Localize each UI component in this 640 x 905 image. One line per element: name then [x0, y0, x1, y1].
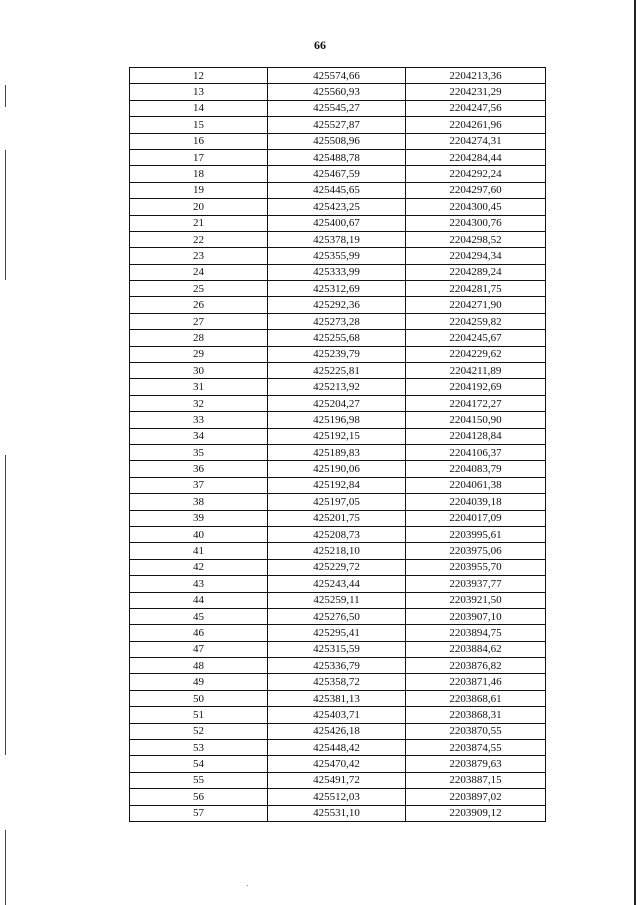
y-coordinate-cell: 2203879,63 [406, 756, 546, 772]
point-number-cell: 39 [130, 510, 268, 526]
table-row [130, 641, 546, 657]
y-coordinate-cell: 2204128,84 [406, 428, 546, 444]
point-number-cell: 15 [130, 117, 268, 133]
y-coordinate-cell: 2204297,60 [406, 182, 546, 198]
x-coordinate-cell: 425292,36 [268, 297, 406, 313]
point-number-cell: 35 [130, 444, 268, 460]
x-coordinate-cell: 425470,42 [268, 756, 406, 772]
y-coordinate-cell: 2203887,15 [406, 772, 546, 788]
table-row [130, 526, 546, 542]
table-row [130, 313, 546, 329]
x-coordinate-cell: 425426,18 [268, 723, 406, 739]
table-row [130, 805, 546, 821]
point-number-cell: 32 [130, 395, 268, 411]
x-coordinate-cell: 425229,72 [268, 559, 406, 575]
table-row [130, 248, 546, 264]
table-row [130, 461, 546, 477]
x-coordinate-cell: 425358,72 [268, 674, 406, 690]
point-number-cell: 29 [130, 346, 268, 362]
point-number-cell: 33 [130, 412, 268, 428]
x-coordinate-cell: 425445,65 [268, 182, 406, 198]
table-row [130, 215, 546, 231]
x-coordinate-cell: 425560,93 [268, 84, 406, 100]
point-number-cell: 46 [130, 625, 268, 641]
point-number-cell: 26 [130, 297, 268, 313]
table-row [130, 576, 546, 592]
x-coordinate-cell: 425213,92 [268, 379, 406, 395]
table-row [130, 510, 546, 526]
x-coordinate-cell: 425204,27 [268, 395, 406, 411]
table-row [130, 559, 546, 575]
scan-margin-mark [5, 830, 6, 905]
point-number-cell: 25 [130, 281, 268, 297]
table-row [130, 494, 546, 510]
point-number-cell: 55 [130, 772, 268, 788]
point-number-cell: 28 [130, 330, 268, 346]
y-coordinate-cell: 2204106,37 [406, 444, 546, 460]
table-row [130, 379, 546, 395]
x-coordinate-cell: 425512,03 [268, 789, 406, 805]
point-number-cell: 52 [130, 723, 268, 739]
x-coordinate-cell: 425403,71 [268, 707, 406, 723]
point-number-cell: 42 [130, 559, 268, 575]
table-row [130, 772, 546, 788]
point-number-cell: 54 [130, 756, 268, 772]
y-coordinate-cell: 2204271,90 [406, 297, 546, 313]
point-number-cell: 31 [130, 379, 268, 395]
point-number-cell: 47 [130, 641, 268, 657]
y-coordinate-cell: 2204172,27 [406, 395, 546, 411]
table-row [130, 674, 546, 690]
x-coordinate-cell: 425255,68 [268, 330, 406, 346]
y-coordinate-cell: 2203868,61 [406, 690, 546, 706]
point-number-cell: 24 [130, 264, 268, 280]
point-number-cell: 12 [130, 68, 268, 84]
x-coordinate-cell: 425192,84 [268, 477, 406, 493]
point-number-cell: 41 [130, 543, 268, 559]
point-number-cell: 43 [130, 576, 268, 592]
y-coordinate-cell: 2204292,24 [406, 166, 546, 182]
y-coordinate-cell: 2204274,31 [406, 133, 546, 149]
table-row [130, 117, 546, 133]
point-number-cell: 23 [130, 248, 268, 264]
y-coordinate-cell: 2204231,29 [406, 84, 546, 100]
coordinates-table [129, 67, 546, 822]
x-coordinate-cell: 425491,72 [268, 772, 406, 788]
point-number-cell: 56 [130, 789, 268, 805]
y-coordinate-cell: 2204294,34 [406, 248, 546, 264]
point-number-cell: 17 [130, 149, 268, 165]
x-coordinate-cell: 425355,99 [268, 248, 406, 264]
table-row [130, 412, 546, 428]
y-coordinate-cell: 2204261,96 [406, 117, 546, 133]
point-number-cell: 18 [130, 166, 268, 182]
x-coordinate-cell: 425197,05 [268, 494, 406, 510]
table-row [130, 166, 546, 182]
y-coordinate-cell: 2204061,38 [406, 477, 546, 493]
point-number-cell: 44 [130, 592, 268, 608]
y-coordinate-cell: 2204245,67 [406, 330, 546, 346]
x-coordinate-cell: 425400,67 [268, 215, 406, 231]
point-number-cell: 40 [130, 526, 268, 542]
y-coordinate-cell: 2203874,55 [406, 740, 546, 756]
y-coordinate-cell: 2204192,69 [406, 379, 546, 395]
table-row [130, 149, 546, 165]
table-row [130, 264, 546, 280]
y-coordinate-cell: 2203884,62 [406, 641, 546, 657]
x-coordinate-cell: 425336,79 [268, 658, 406, 674]
point-number-cell: 50 [130, 690, 268, 706]
x-coordinate-cell: 425276,50 [268, 608, 406, 624]
x-coordinate-cell: 425315,59 [268, 641, 406, 657]
y-coordinate-cell: 2203921,50 [406, 592, 546, 608]
y-coordinate-cell: 2203995,61 [406, 526, 546, 542]
scan-margin-mark [5, 455, 6, 755]
y-coordinate-cell: 2204229,62 [406, 346, 546, 362]
table-row [130, 281, 546, 297]
point-number-cell: 45 [130, 608, 268, 624]
table-row [130, 199, 546, 215]
x-coordinate-cell: 425448,42 [268, 740, 406, 756]
table-row [130, 68, 546, 84]
y-coordinate-cell: 2204300,76 [406, 215, 546, 231]
page-number: 66 [314, 38, 326, 52]
x-coordinate-cell: 425527,87 [268, 117, 406, 133]
x-coordinate-cell: 425312,69 [268, 281, 406, 297]
x-coordinate-cell: 425574,66 [268, 68, 406, 84]
point-number-cell: 49 [130, 674, 268, 690]
x-coordinate-cell: 425190,06 [268, 461, 406, 477]
point-number-cell: 37 [130, 477, 268, 493]
y-coordinate-cell: 2204259,82 [406, 313, 546, 329]
table-row [130, 707, 546, 723]
point-number-cell: 51 [130, 707, 268, 723]
table-row [130, 625, 546, 641]
table-row [130, 346, 546, 362]
y-coordinate-cell: 2203868,31 [406, 707, 546, 723]
y-coordinate-cell: 2204300,45 [406, 199, 546, 215]
y-coordinate-cell: 2204083,79 [406, 461, 546, 477]
y-coordinate-cell: 2203907,10 [406, 608, 546, 624]
x-coordinate-cell: 425467,59 [268, 166, 406, 182]
x-coordinate-cell: 425189,83 [268, 444, 406, 460]
table-row [130, 100, 546, 116]
x-coordinate-cell: 425192,15 [268, 428, 406, 444]
y-coordinate-cell: 2204017,09 [406, 510, 546, 526]
x-coordinate-cell: 425243,44 [268, 576, 406, 592]
table-row [130, 133, 546, 149]
x-coordinate-cell: 425423,25 [268, 199, 406, 215]
y-coordinate-cell: 2203897,02 [406, 789, 546, 805]
y-coordinate-cell: 2203937,77 [406, 576, 546, 592]
y-coordinate-cell: 2203909,12 [406, 805, 546, 821]
point-number-cell: 21 [130, 215, 268, 231]
point-number-cell: 36 [130, 461, 268, 477]
point-number-cell: 53 [130, 740, 268, 756]
x-coordinate-cell: 425239,79 [268, 346, 406, 362]
table-row [130, 363, 546, 379]
table-row [130, 84, 546, 100]
point-number-cell: 30 [130, 363, 268, 379]
x-coordinate-cell: 425225,81 [268, 363, 406, 379]
y-coordinate-cell: 2204298,52 [406, 231, 546, 247]
x-coordinate-cell: 425196,98 [268, 412, 406, 428]
x-coordinate-cell: 425273,28 [268, 313, 406, 329]
point-number-cell: 16 [130, 133, 268, 149]
x-coordinate-cell: 425531,10 [268, 805, 406, 821]
point-number-cell: 27 [130, 313, 268, 329]
y-coordinate-cell: 2204211,89 [406, 363, 546, 379]
y-coordinate-cell: 2203876,82 [406, 658, 546, 674]
table-row [130, 444, 546, 460]
table-row [130, 477, 546, 493]
y-coordinate-cell: 2204284,44 [406, 149, 546, 165]
point-number-cell: 20 [130, 199, 268, 215]
table-row [130, 756, 546, 772]
table-row [130, 395, 546, 411]
x-coordinate-cell: 425333,99 [268, 264, 406, 280]
point-number-cell: 38 [130, 494, 268, 510]
y-coordinate-cell: 2204247,56 [406, 100, 546, 116]
scan-margin-mark [5, 150, 6, 280]
x-coordinate-cell: 425488,78 [268, 149, 406, 165]
y-coordinate-cell: 2203871,46 [406, 674, 546, 690]
y-coordinate-cell: 2204213,36 [406, 68, 546, 84]
point-number-cell: 48 [130, 658, 268, 674]
x-coordinate-cell: 425201,75 [268, 510, 406, 526]
table-row [130, 297, 546, 313]
y-coordinate-cell: 2204289,24 [406, 264, 546, 280]
table-row [130, 543, 546, 559]
y-coordinate-cell: 2203975,06 [406, 543, 546, 559]
scan-edge-line [634, 0, 636, 905]
x-coordinate-cell: 425208,73 [268, 526, 406, 542]
scan-speck [247, 885, 248, 886]
y-coordinate-cell: 2204039,18 [406, 494, 546, 510]
x-coordinate-cell: 425378,19 [268, 231, 406, 247]
table-row [130, 182, 546, 198]
y-coordinate-cell: 2204281,75 [406, 281, 546, 297]
x-coordinate-cell: 425508,96 [268, 133, 406, 149]
table-row [130, 428, 546, 444]
x-coordinate-cell: 425381,13 [268, 690, 406, 706]
table-row [130, 592, 546, 608]
point-number-cell: 22 [130, 231, 268, 247]
x-coordinate-cell: 425545,27 [268, 100, 406, 116]
x-coordinate-cell: 425218,10 [268, 543, 406, 559]
y-coordinate-cell: 2203894,75 [406, 625, 546, 641]
table-row [130, 608, 546, 624]
y-coordinate-cell: 2203870,55 [406, 723, 546, 739]
coordinates-table-body [130, 68, 546, 822]
table-row [130, 231, 546, 247]
y-coordinate-cell: 2204150,90 [406, 412, 546, 428]
table-row [130, 789, 546, 805]
point-number-cell: 19 [130, 182, 268, 198]
table-row [130, 723, 546, 739]
point-number-cell: 13 [130, 84, 268, 100]
table-row [130, 690, 546, 706]
y-coordinate-cell: 2203955,70 [406, 559, 546, 575]
table-row [130, 330, 546, 346]
table-row [130, 658, 546, 674]
scan-margin-mark [5, 85, 6, 107]
x-coordinate-cell: 425259,11 [268, 592, 406, 608]
point-number-cell: 14 [130, 100, 268, 116]
point-number-cell: 57 [130, 805, 268, 821]
point-number-cell: 34 [130, 428, 268, 444]
table-row [130, 740, 546, 756]
x-coordinate-cell: 425295,41 [268, 625, 406, 641]
